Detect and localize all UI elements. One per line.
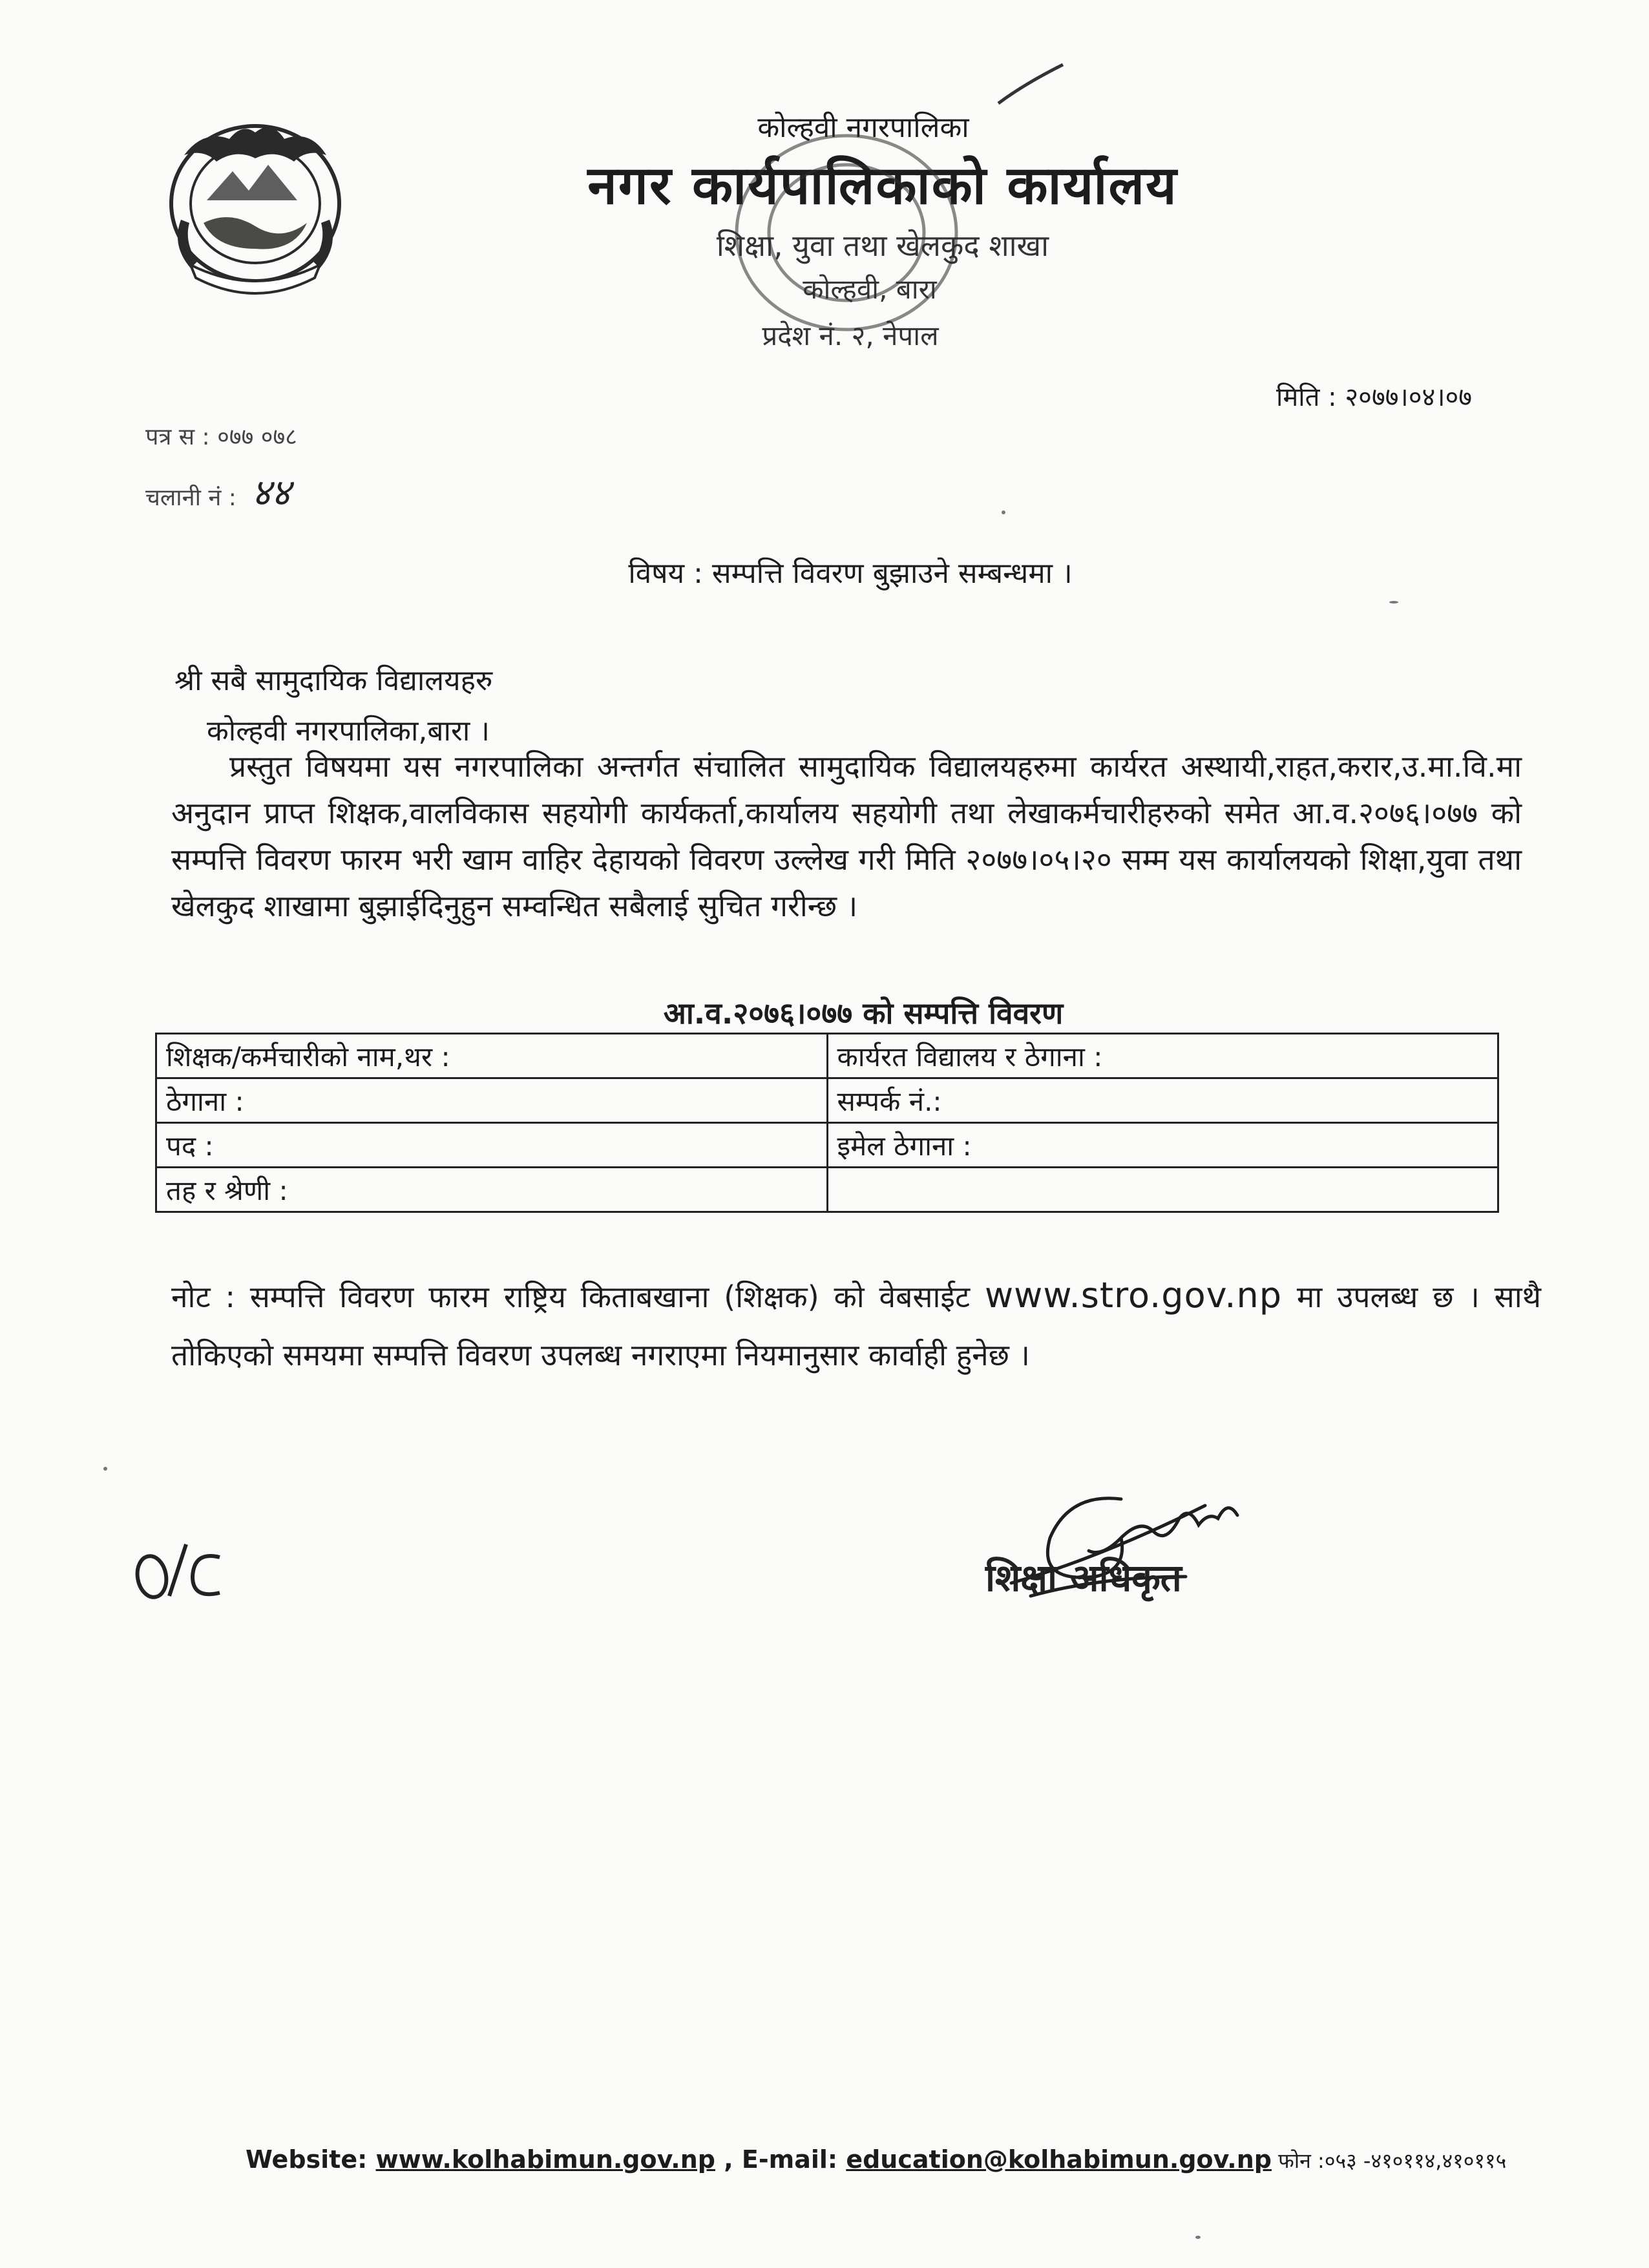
table-cell: इमेल ठेगाना : bbox=[827, 1123, 1498, 1168]
footer-website-label: Website: bbox=[246, 2145, 376, 2174]
table-cell: सम्पर्क नं.: bbox=[827, 1078, 1498, 1123]
note-text-start: नोट : सम्पत्ति विवरण फारम राष्ट्रिय किताबखाना (शिक्षक) को वेबसाईट bbox=[171, 1279, 985, 1314]
table-title: आ.व.२०७६।०७७ को सम्पत्ति विवरण bbox=[663, 996, 1064, 1031]
province-name: प्रदेश नं. २, नेपाल bbox=[762, 320, 939, 352]
dispatch-label: चलानी नं : bbox=[145, 485, 244, 511]
table-row bbox=[156, 1123, 1498, 1168]
body-paragraph: प्रस्तुत विषयमा यस नगरपालिका अन्तर्गत संचालित सामुदायिक विद्यालयहरुमा कार्यरत अस्थायी,राहत,करार,उ.मा.वि.मा अनुदान प्राप्त शिक्षक,वालविकास सहयोगी कार्यकर्ता,कार्यालय सहयोगी तथा लेखाकर्मचारीहरुको समेत आ.व.२०७६।०७७ को सम्पत्ति विवरण फारम भरी खाम वाहिर देहायको विवरण उल्लेख गरी मिति २०७७।०५।२० सम्म यस कार्यालयको शिक्षा,युवा तथा खेलकुद शाखामा बुझाईदिनुहुन सम्वन्धित सबैलाई सुचित गरीन्छ । bbox=[171, 749, 1522, 923]
ink-stamp-mark bbox=[698, 97, 995, 362]
reference-line bbox=[145, 420, 297, 452]
table-row bbox=[156, 1168, 1498, 1212]
reference-label: पत्र स : bbox=[145, 424, 218, 450]
footer-phone: फोन :०५३ -४१०११४,४१०११५ bbox=[1271, 2148, 1507, 2173]
place-name: कोल्हवी, बारा bbox=[803, 273, 937, 305]
reference-value: ०७७ ०७८ bbox=[217, 424, 297, 450]
table-cell: कार्यरत विद्यालय र ठेगाना : bbox=[827, 1034, 1498, 1078]
table-cell: पद : bbox=[156, 1123, 828, 1168]
dispatch-number: ४४ bbox=[251, 470, 291, 514]
handwritten-oc-mark bbox=[129, 1525, 233, 1609]
table-cell bbox=[827, 1168, 1498, 1212]
note-text-end: मा उपलब्ध छ । साथै तोकिएको समयमा सम्पत्ति विवरण उपलब्ध नगराएमा नियमानुसार कार्वाही हुनेछ । bbox=[171, 1279, 1541, 1372]
note-paragraph bbox=[171, 1266, 1541, 1384]
office-title: नगर कार्यपालिकाको कार्यालय bbox=[587, 155, 1178, 216]
asset-details-table bbox=[155, 1033, 1499, 1213]
pen-stroke-mark bbox=[992, 58, 1069, 110]
table-row bbox=[156, 1078, 1498, 1123]
table-cell: ठेगाना : bbox=[156, 1078, 828, 1123]
section-name: शिक्षा, युवा तथा खेलकुद शाखा bbox=[716, 228, 1049, 263]
note-website-link[interactable]: www.stro.gov.np bbox=[985, 1275, 1283, 1316]
signatory-title: शिक्षा अधिकृत bbox=[985, 1556, 1182, 1600]
subject-line: विषय : सम्पत्ति विवरण बुझाउने सम्बन्धमा । bbox=[628, 557, 1073, 590]
scan-speck bbox=[1195, 2236, 1201, 2239]
addressee-block bbox=[174, 656, 492, 757]
date-line bbox=[1276, 378, 1472, 414]
footer-email-label: , E-mail: bbox=[715, 2145, 846, 2174]
municipality-name: कोल्हवी नगरपालिका bbox=[757, 111, 969, 144]
dispatch-line bbox=[145, 465, 291, 516]
footer-website-link[interactable]: www.kolhabimun.gov.np bbox=[375, 2145, 715, 2174]
footer-email-link[interactable]: education@kolhabimun.gov.np bbox=[846, 2145, 1272, 2174]
footer bbox=[246, 2145, 1506, 2174]
scan-speck bbox=[103, 1467, 107, 1471]
addressee-line-1: श्री सबै सामुदायिक विद्यालयहरु bbox=[174, 664, 493, 697]
table-cell: शिक्षक/कर्मचारीको नाम,थर : bbox=[156, 1034, 828, 1078]
table-row bbox=[156, 1034, 1498, 1078]
date-value: २०७७।०४।०७ bbox=[1345, 383, 1473, 412]
table-cell: तह र श्रेणी : bbox=[156, 1168, 828, 1212]
date-label: मिति : bbox=[1276, 383, 1345, 412]
addressee-line-2: कोल्हवी नगरपालिका,बारा । bbox=[207, 715, 490, 748]
scan-speck bbox=[1002, 510, 1005, 514]
scan-speck bbox=[1389, 601, 1398, 604]
